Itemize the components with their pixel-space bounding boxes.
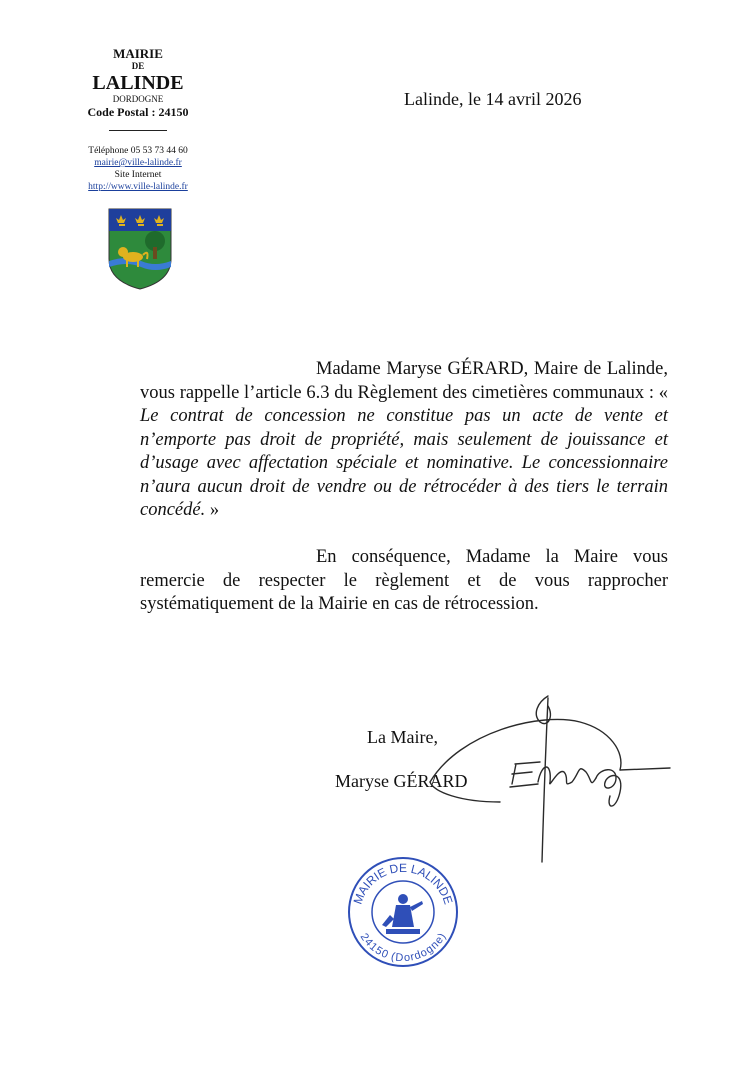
- website-link[interactable]: http://www.ville-lalinde.fr: [88, 182, 188, 192]
- stamp-bottom-text: 24150 (Dordogne): [357, 931, 449, 965]
- paragraph-1-intro: Madame Maryse GÉRARD, Maire de Lalinde, vous rappelle l’article 6.3 du Règlement des cimetières communaux : «: [140, 359, 668, 403]
- letterhead-postal-code: Code Postal : 24150: [87, 105, 189, 119]
- letterhead: [62, 46, 214, 193]
- regulation-quote: Le contrat de concession ne constitue pas un acte de vente et n’emporte pas droit de propriété, mais seulement de jouissance et d’usage avec affectation spéciale et nominative. Le concessionnaire n’aura aucun droit de vendre ou de rétrocéder à des tiers le terrain concédé.: [140, 406, 668, 520]
- body-paragraph-1: [140, 358, 668, 523]
- handwritten-signature: [420, 692, 690, 872]
- letterhead-mairie: MAIRIE: [113, 46, 163, 61]
- letterhead-de: DE: [131, 61, 145, 71]
- signatory-name: Maryse GÉRARD: [335, 771, 468, 791]
- letterhead-department: DORDOGNE: [112, 94, 164, 104]
- letterhead-site-label: Site Internet: [114, 170, 162, 180]
- email-link[interactable]: mairie@ville-lalinde.fr: [94, 158, 182, 168]
- mairie-stamp: [346, 855, 460, 969]
- stamp-emblem-icon: [382, 894, 423, 934]
- body-paragraph-2: En conséquence, Madame la Maire vous remercie de respecter le règlement et de vous rapprocher systématiquement de la Mairie en cas de rétrocession.: [140, 547, 668, 614]
- signatory-title: La Maire,: [367, 727, 438, 747]
- paragraph-1-close: »: [205, 500, 220, 520]
- date-line: Lalinde, le 14 avril 2026: [404, 89, 582, 109]
- coat-of-arms-icon: [107, 207, 173, 291]
- letterhead-divider: [109, 130, 167, 131]
- letterhead-phone: Téléphone 05 53 73 44 60: [88, 146, 188, 156]
- letterhead-town: LALINDE: [92, 72, 184, 94]
- stamp-top-text: MAIRIE DE LALINDE: [350, 861, 456, 907]
